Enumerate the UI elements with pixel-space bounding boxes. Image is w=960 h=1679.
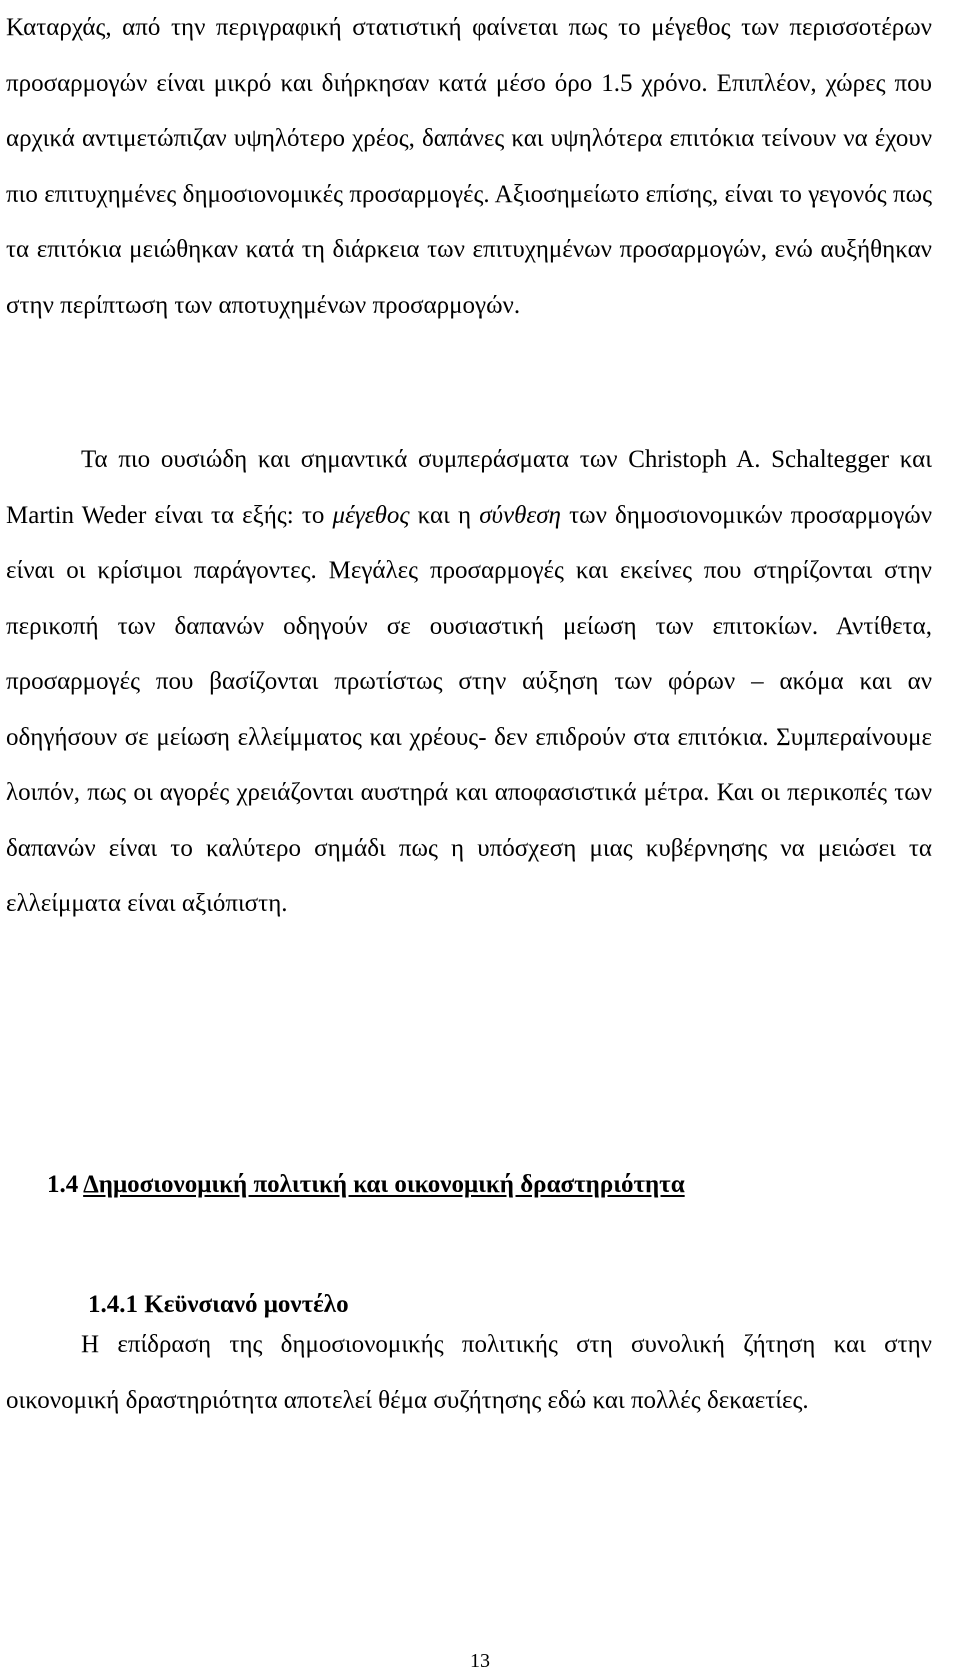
text-run: των δημοσιονομικών προσαρμογών είναι οι κρίσιμοι παράγοντες. Μεγάλες προσαρμογές και εκείνες που στηρίζονται στην περικοπή των δαπανών οδηγούν σε ουσιαστική μείωση των επιτοκίων. Αντίθετα, προσαρμογές που βασίζονται πρωτίστως στην αύξηση των φόρων – ακόμα και αν οδηγήσουν σε μείωση ελλείμματος και χρέους- δεν επιδρούν στα επιτόκια. Συμπεραίνουμε λοιπόν, πως οι αγορές χρειάζονται αυστηρά και αποφασιστικά μέτρα. Και οι περικοπές των δαπανών είναι το καλύτερο σημάδι πως η υπόσχεση μιας κυβέρνησης να μειώσει τα ελλείμματα είναι αξιόπιστη. [6,501,932,917]
paragraph-text [6,432,932,932]
paragraph-text: Καταρχάς, από την περιγραφική στατιστική φαίνεται πως το μέγεθος των περισσοτέρων προσαρμογών είναι μικρό και διήρκησαν κατά μέσο όρο 1.5 χρόνο. Επιπλέον, χώρες που αρχικά αντιμετώπιζαν υψηλότερο χρέος, δαπάνες και υψηλότερα επιτόκια τείνουν να έχουν πιο επιτυχημένες δημοσιονομικές προσαρμογές. Αξιοσημείωτο επίσης, είναι το γεγονός πως τα επιτόκια μειώθηκαν κατά τη διάρκεια των επιτυχημένων προσαρμογών, ενώ αυξήθηκαν στην περίπτωση των αποτυχημένων προσαρμογών. [6,14,932,319]
text-run: και η [409,501,480,529]
subsection-heading [88,1290,349,1320]
section-title: Δημοσιονομική πολιτική και οικονομική δραστηριότητα [83,1171,685,1198]
text-run: Τα πιο ουσιώδη και σημαντικά συμπεράσματα των Christoph A. Schaltegger και Martin Weder είναι τα εξής: το [6,446,932,529]
emphasis-composition: σύνθεση [479,501,561,529]
emphasis-size: μέγεθος [332,501,410,529]
paragraph-descriptive-statistics [6,0,932,333]
subsection-number: 1.4.1 [88,1291,138,1318]
page-number: 13 [470,1650,490,1672]
section-heading [47,1170,685,1200]
paragraph-keynesian-intro [6,1317,932,1428]
paragraph-text: Η επίδραση της δημοσιονομικής πολιτικής στη συνολική ζήτηση και στην οικονομική δραστηριότητα αποτελεί θέμα συζήτησης εδώ και πολλές δεκαετίες. [6,1331,932,1414]
paragraph-conclusions [6,432,932,932]
subsection-title: Κεϋνσιανό μοντέλο [144,1291,349,1318]
section-number: 1.4 [47,1171,79,1198]
